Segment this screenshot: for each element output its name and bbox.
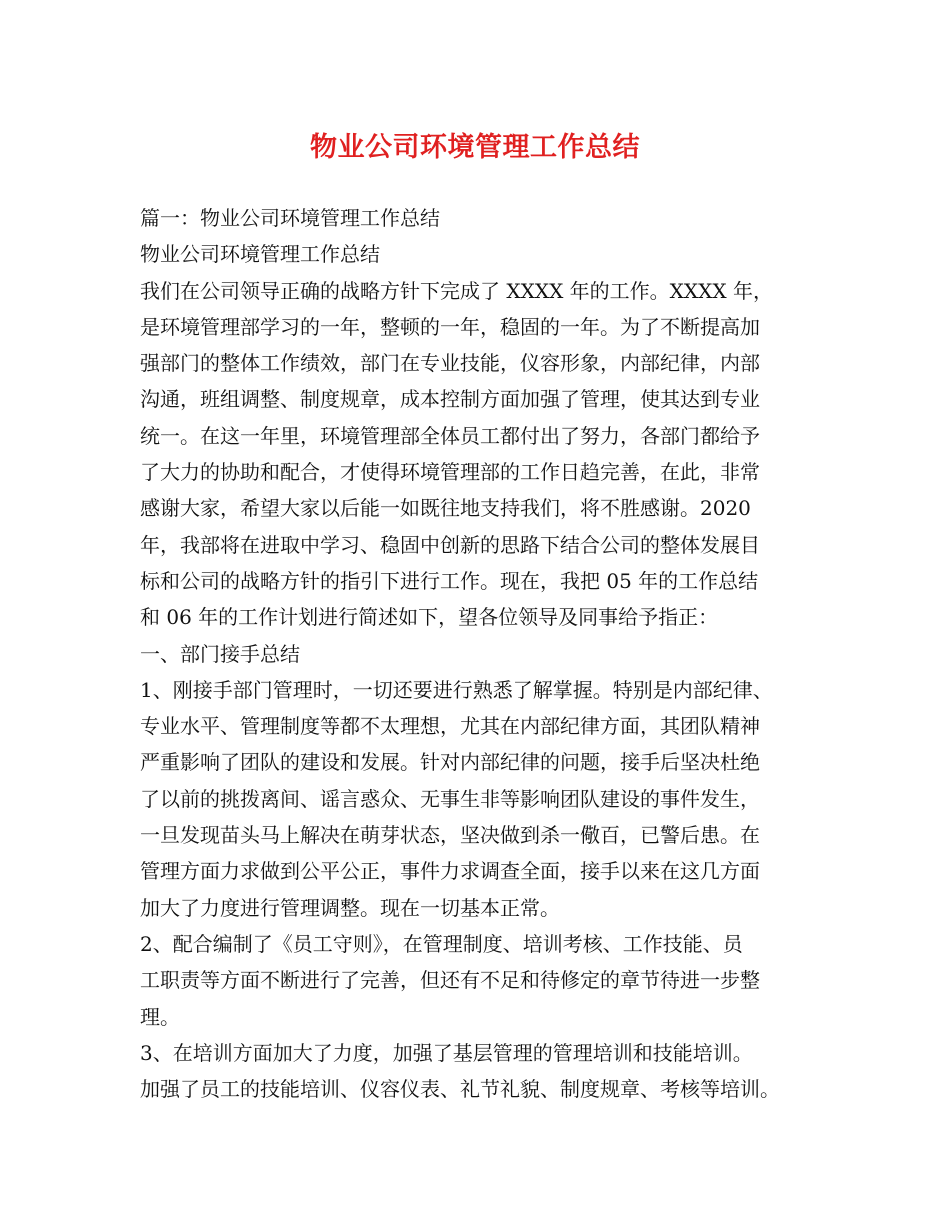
text-line: 了大力的协助和配合，才使得环境管理部的工作日趋完善，在此，非常 <box>140 460 760 485</box>
text-line: 年，我部将在进取中学习、稳固中创新的思路下结合公司的整体发展目 <box>140 532 760 557</box>
text-line: 是环境管理部学习的一年，整顿的一年，稳固的一年。为了不断提高加 <box>140 314 760 339</box>
text-line: 1、刚接手部门管理时，一切还要进行熟悉了解掌握。特别是内部纪律、 <box>140 677 773 702</box>
text-line: 加强了员工的技能培训、仪容仪表、礼节礼貌、制度规章、考核等培训。 <box>140 1077 780 1102</box>
text-line: 工职责等方面不断进行了完善，但还有不足和待修定的章节待进一步整 <box>140 968 760 993</box>
text-line: 标和公司的战略方针的指引下进行工作。现在，我把 05 年的工作总结 <box>140 568 759 593</box>
text-line: 感谢大家，希望大家以后能一如既往地支持我们，将不胜感谢。2020 <box>140 496 751 521</box>
document-title: 物业公司环境管理工作总结 <box>310 132 640 163</box>
text-line: 一旦发现苗头马上解决在萌芽状态，坚决做到杀一儆百，已警后患。在 <box>140 823 760 848</box>
text-line: 沟通，班组调整、制度规章，成本控制方面加强了管理，使其达到专业 <box>140 387 760 412</box>
text-line: 统一。在这一年里，环境管理部全体员工都付出了努力，各部门都给予 <box>140 423 760 448</box>
text-line: 专业水平、管理制度等都不太理想，尤其在内部纪律方面，其团队精神 <box>140 714 760 739</box>
text-line: 3、在培训方面加大了力度，加强了基层管理的管理培训和技能培训。 <box>140 1040 753 1065</box>
text-line: 加大了力度进行管理调整。现在一切基本正常。 <box>140 895 560 920</box>
text-line: 篇一：物业公司环境管理工作总结 <box>140 206 440 230</box>
text-line: 理。 <box>140 1004 180 1029</box>
text-line: 严重影响了团队的建设和发展。针对内部纪律的问题，接手后坚决杜绝 <box>140 750 760 775</box>
text-line: 物业公司环境管理工作总结 <box>140 242 380 267</box>
text-line: 2、配合编制了《员工守则》，在管理制度、培训考核、工作技能、员 <box>140 931 743 956</box>
text-line: 了以前的挑拨离间、谣言惑众、无事生非等影响团队建设的事件发生， <box>140 786 760 811</box>
text-line: 管理方面力求做到公平公正，事件力求调查全面，接手以来在这几方面 <box>140 859 760 884</box>
document-body <box>140 200 830 1107</box>
text-line: 强部门的整体工作绩效，部门在专业技能，仪容形象，内部纪律，内部 <box>140 351 760 376</box>
section-heading: 一、部门接手总结 <box>140 641 300 666</box>
text-line: 和 06 年的工作计划进行简述如下，望各位领导及同事给予指正： <box>140 605 719 630</box>
text-line: 我们在公司领导正确的战略方针下完成了 XXXX 年的工作。XXXX 年， <box>140 278 773 303</box>
